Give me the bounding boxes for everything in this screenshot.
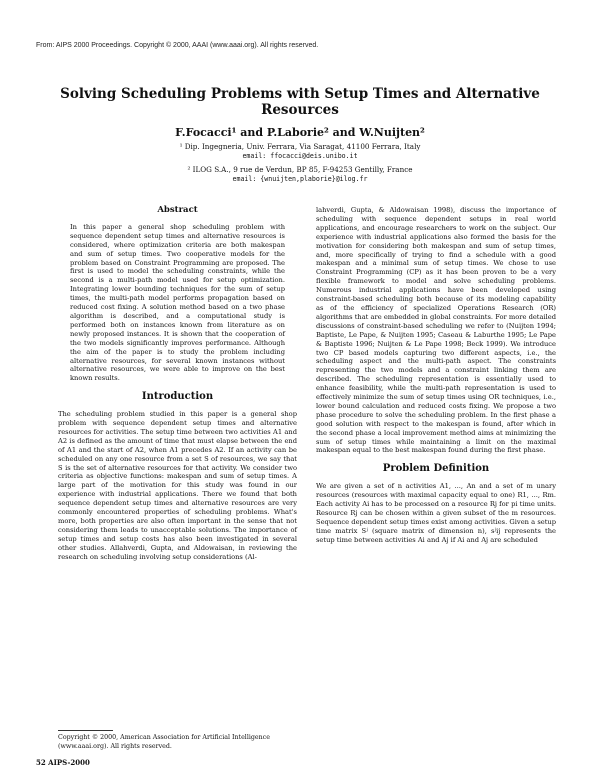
problem-definition-text: We are given a set of n activities A1, ..., An and a set of m unary resources (resources with maximal capacity equal to one) R1, ..., Rm. Each activity Ai has to be processed on a resource Rj for pi time units. Resource Rj can be chosen within a given subset of the m resources. Sequence dependent setup times exist among activities. Given a setup time matrix Sʲ (square matrix of dimension n), sʲij represents the setup time between activities Ai and Aj if Ai and Aj are scheduled xyxy=(316,482,556,544)
paper-authors: F.Focacci¹ and P.Laborie² and W.Nuijten² xyxy=(175,126,425,139)
affiliation-2-email: email: {wnuijten,plaborie}@ilog.fr xyxy=(232,174,368,183)
copyright-note: Copyright © 2000, American Association for Artificial Intelligence (www.aaai.org). All rights reserved. xyxy=(58,734,270,750)
right-column-text: lahverdi, Gupta, & Aldowaisan 1998), discuss the importance of scheduling with sequence dependent setups in real world applications, and encourage researchers to work on the subject. Our experience with industrial applications also formed the basis for the motivation for considering both makespan and sum of setup times, and, more specifically of trying to find a schedule with a good makespan and a minimal sum of setup times. We chose to use Constraint Programming (CP) as it has been proven to be a very flexible framework to model and solve scheduling problems. Numerous industrial applications have been developed using constraint-based scheduling both because of its modeling capability as of the efficiency of specialized Operations Research (OR) algorithms that are embedded in global constraints. For more detailed discussions of constraint-based scheduling we refer to (Nuijten 1994; Baptiste, Le Pape, & Nuijten 1995; Caseau & Laburthe 1995; Le Pape & Baptiste 1996; Nuijten & Le Pape 1998; Beck 1999). We introduce two CP based models capturing two different aspects, i.e., the scheduling aspect and the multi-path aspect. The constraints representing the two models and a constraint linking them are described. The scheduling representation is essentially used to enhance feasibility, while the multi-path representation is used to effectively minimize the sum of setup times using OR techniques, i.e., lower bound calculation and reduced costs fixing. We propose a two phase procedure to solve the scheduling problem. In the first phase a good solution with respect to the makespan is found, after which in the second phase a local improvement method aims at minimizing the sum of setup times while maintaining a limit on the maximal makespan equal to the best makespan found during the first phase. xyxy=(316,206,556,455)
affiliation-1-address: ¹ Dip. Ingegneria, Univ. Ferrara, Via Saragat, 41100 Ferrara, Italy xyxy=(179,142,421,151)
affiliation-1 xyxy=(40,142,560,161)
right-column xyxy=(316,206,556,545)
introduction-text: The scheduling problem studied in this paper is a general shop problem with sequence dependent setup times and alternative resources for activities. The setup time between two activities A1 and A2 is defined as the amount of time that must elapse between the end of A1 and the start of A2, when A1 precedes A2. If an activity can be scheduled on any one resource from a set S of resources, we say that S is the set of alternative resources for that activity. We consider two criteria as objective functions: makespan and sum of setup times. A large part of the motivation for this study was found in our experience with industrial applications. There we found that both sequence dependent setup times and alternative resources are very commonly encountered properties of scheduling problems. What's more, both properties are also often important in the sense that not considering them leads to unacceptable solutions. The importance of setup times and setup costs has also been investigated in several other studies. Allahverdi, Gupta, and Aldowaisan, in reviewing the research on scheduling involving setup considerations (Al- xyxy=(58,410,297,561)
introduction-heading: Introduction xyxy=(141,391,214,403)
problem-definition-heading: Problem Definition xyxy=(382,463,490,475)
abstract-text: In this paper a general shop scheduling problem with sequence dependent setup times and alternative resources is considered, where optimization criteria are both makespan and sum of setup times. Two cooperative models for the problem based on Constraint Programming are proposed. The first is used to model the scheduling constraints, while the second is a multi-path model used for setup optimization. Integrating lower bounding techniques for the sum of setup times, the multi-path model performs propagation based on reduced cost fixing. A solution method based on a two phase algorithm is described, and a computational study is performed both on instances known from literature as on newly proposed instances. It is shown that the cooperation of the two models significantly improves performance. Although the aim of the paper is to study the problem including alternative resources, for several known instances without alternative resources, we were able to improve on the best known results. xyxy=(70,222,285,383)
page-footer: 52 AIPS-2000 xyxy=(36,758,90,767)
footnote-rule xyxy=(58,730,113,731)
affiliation-2-address: ² ILOG S.A., 9 rue de Verdun, BP 85, F-94253 Gentilly, France xyxy=(187,165,413,174)
paper-title: Solving Scheduling Problems with Setup Times and Alternative Resources xyxy=(60,86,540,118)
source-line: From: AIPS 2000 Proceedings. Copyright © 2000, AAAI (www.aaai.org). All rights reserved. xyxy=(36,42,319,49)
abstract-heading: Abstract xyxy=(157,205,198,215)
affiliation-1-email: email: ffocacci@deis.unibo.it xyxy=(242,151,358,160)
affiliation-2 xyxy=(40,165,560,184)
left-column xyxy=(58,206,297,562)
